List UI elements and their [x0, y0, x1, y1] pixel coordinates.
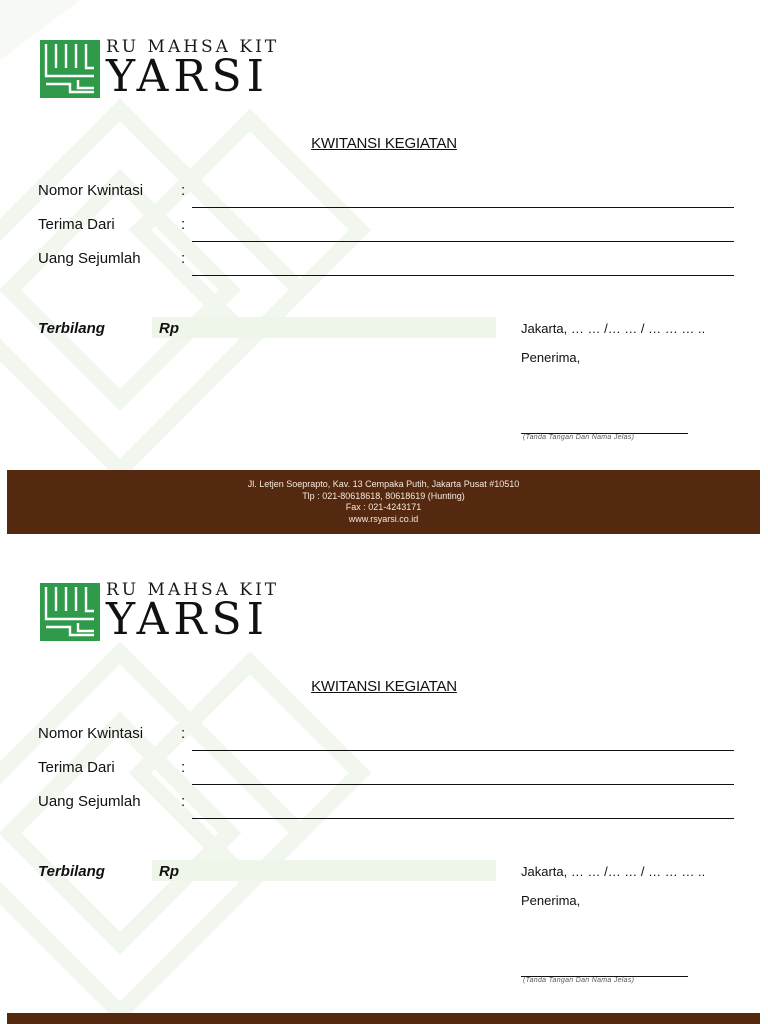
document-title: KWITANSI KEGIATAN	[311, 678, 457, 695]
nomor-kwitansi-line[interactable]	[192, 207, 734, 208]
logo-main-text: YARSI	[106, 51, 270, 102]
uang-sejumlah-line[interactable]	[192, 818, 734, 819]
footer-address: Jl. Letjen Soeprapto, Kav. 13 Cempaka Putih, Jakarta Pusat #10510	[247, 479, 520, 489]
field-label-terima: Terima Dari	[38, 216, 115, 233]
yarsi-logo-icon	[40, 40, 100, 98]
field-colon: :	[181, 182, 186, 199]
footer-band	[7, 1013, 760, 1024]
terima-dari-line[interactable]	[192, 784, 734, 785]
document-title: KWITANSI KEGIATAN	[311, 135, 457, 152]
penerima-label: Penerima,	[521, 893, 581, 908]
field-colon: :	[181, 216, 186, 233]
nomor-kwitansi-line[interactable]	[192, 750, 734, 751]
field-label-nomor: Nomor Kwintasi	[38, 182, 144, 199]
amount-box[interactable]	[152, 860, 496, 881]
signature-note: (Tanda Tangan Dan Nama Jelas)	[523, 977, 635, 984]
rp-label: Rp	[159, 863, 179, 880]
field-label-nomor: Nomor Kwintasi	[38, 725, 144, 742]
date-line: Jakarta, … … /… … / … … … ..	[521, 864, 706, 879]
hospital-logo	[40, 37, 290, 102]
amount-box[interactable]	[152, 317, 496, 338]
field-label-uang: Uang Sejumlah	[38, 793, 141, 810]
field-colon: :	[181, 725, 186, 742]
footer-website[interactable]: www.rsyarsi.co.id	[348, 513, 419, 524]
field-label-uang: Uang Sejumlah	[38, 250, 141, 267]
terima-dari-line[interactable]	[192, 241, 734, 242]
footer-phone: Tlp : 021-80618618, 80618619 (Hunting)	[302, 490, 465, 501]
logo-main-text: YARSI	[106, 594, 270, 645]
signature-note: (Tanda Tangan Dan Nama Jelas)	[523, 434, 635, 441]
rp-label: Rp	[159, 320, 179, 337]
penerima-label: Penerima,	[521, 350, 581, 365]
terbilang-label: Terbilang	[38, 863, 105, 880]
logo-top-text: RU MAHSA KIT	[106, 580, 280, 600]
footer-contact	[7, 470, 760, 534]
field-label-terima: Terima Dari	[38, 759, 115, 776]
field-colon: :	[181, 250, 186, 267]
footer-fax: Fax : 021-4243171	[345, 502, 422, 512]
field-colon: :	[181, 793, 186, 810]
uang-sejumlah-line[interactable]	[192, 275, 734, 276]
hospital-logo	[40, 580, 290, 645]
receipt-2	[0, 543, 768, 1024]
terbilang-label: Terbilang	[38, 320, 105, 337]
field-colon: :	[181, 759, 186, 776]
yarsi-logo-icon	[40, 583, 100, 641]
date-line: Jakarta, … … /… … / … … … ..	[521, 321, 706, 336]
logo-top-text: RU MAHSA KIT	[106, 37, 280, 57]
